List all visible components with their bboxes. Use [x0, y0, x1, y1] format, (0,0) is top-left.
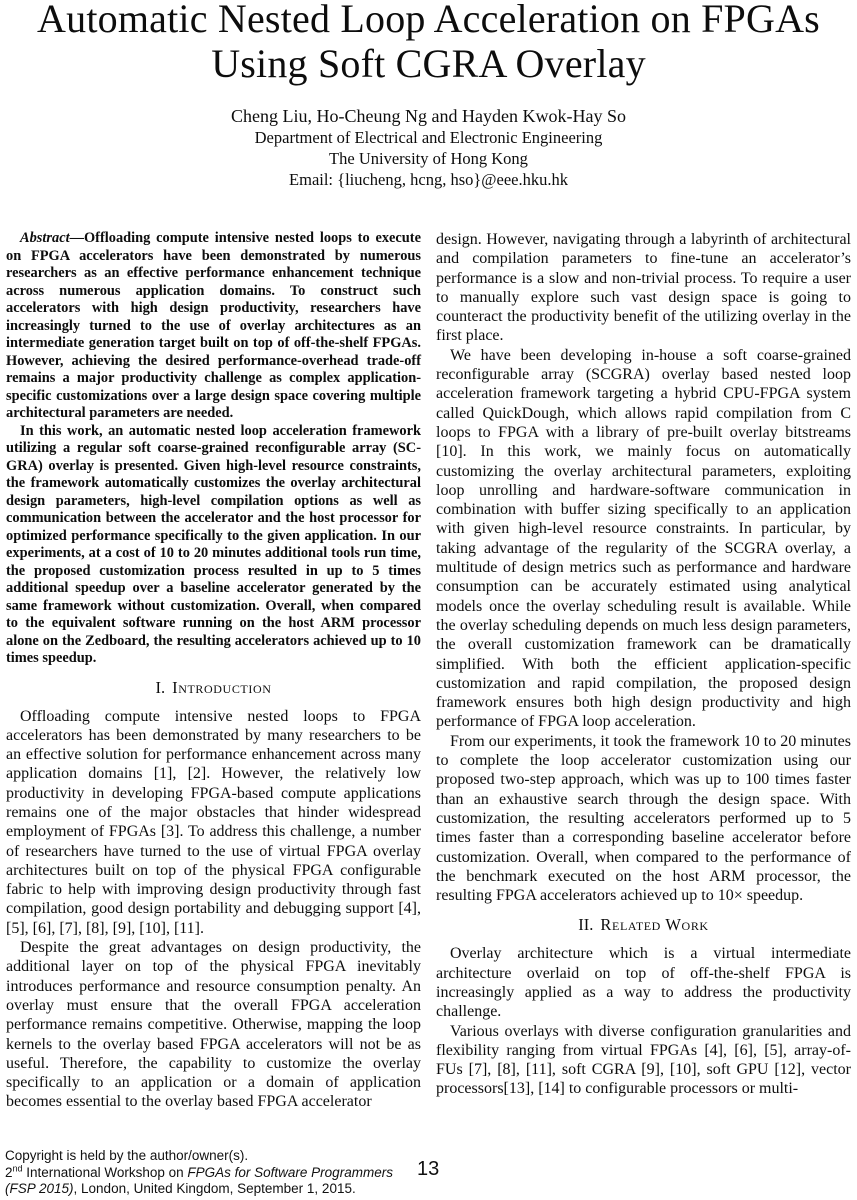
affiliation-department: Department of Electrical and Electronic Engineering	[254, 128, 603, 147]
section-title: Introduction	[172, 677, 272, 697]
abstract-paragraph-2: In this work, an automatic nested loop acceleration framework utilizing a regular soft coarse-grained reconfigurable array (SC-GRA) overlay is presented. Given high-level resource constraints, the framework automatically customizes the overlay architectural design parameters, high-level compilation options as well as communication between the accelerator and the host processor for optimized performance specifically to the given application. In our experiments, at a cost of 10 to 20 minutes additional tools run time, the proposed customization process resulted in up to 5 times additional speedup over a baseline accelerator generated by the same framework without customization. Overall, when compared to the equivalent software running on the host ARM processor alone on the Zedboard, the resulting accelerators achieved up to 10 times speedup.	[6, 422, 421, 666]
intro-paragraph-2-continued: design. However, navigating through a labyrinth of architectural and compilation parameters to fine-tune an accelerator’s performance is a slow and non-trivial process. To require a user to manually explore such vast design space is going to counteract the productivity benefit of the utilizing overlay in the first place.	[436, 231, 851, 345]
author-block	[0, 106, 857, 190]
section-number: I.	[155, 677, 166, 697]
page-title	[0, 0, 857, 86]
abstract-text-1: Offloading compute intensive nested loops to execute on FPGA accelerators have been demonstrated by numerous researchers as an effective performance enhancement technique across numerous application domains. To construct such accelerators with high design productivity, researchers have increasingly turned to the use of overlay architectures as an intermediate generation target built on top of off-the-shelf FPGAs. However, achieving the desired performance-overhead trade-off remains a major productivity challenge as complex application-specific customizations over a large design space covering multiple architectural parameters are needed.	[6, 230, 421, 421]
intro-paragraph-2: Despite the great advantages on design productivity, the additional layer on top of the physical FPGA inevitably introduces performance and resource consumption penalty. An overlay must ensure that the overall FPGA acceleration performance remains competitive. Otherwise, mapping the loop kernels to the overlay based FPGA accelerators will not be as useful. Therefore, the capability to customize the overlay specifically to an application or a domain of application becomes essential to the overlay based FPGA accelerator	[6, 939, 421, 1111]
abstract-paragraph-1	[6, 230, 421, 423]
section-title: Related Work	[600, 915, 709, 935]
related-work-paragraph-1: Overlay architecture which is a virtual intermediate architecture overlaid on top of off-the-shelf FPGA is increasingly applied as a way to address the productivity challenge.	[436, 945, 851, 1021]
abstract-separator: —	[69, 230, 84, 246]
affiliation-university: The University of Hong Kong	[329, 149, 528, 168]
related-work-paragraph-2: Various overlays with diverse configuration granularities and flexibility ranging from virtual FPGAs [4], [6], [5], array-of-FUs [7], [8], [11], soft CGRA [9], [10], soft GPU [12], vector processors[13], [14] to configurable processors or multi-	[436, 1022, 851, 1098]
intro-paragraph-3: We have been developing in-house a soft coarse-grained reconfigurable array (SCGRA) overlay based nested loop acceleration framework targeting a hybrid CPU-FPGA system called QuickDough, which allows rapid compilation from C loops to FPGA with a library of pre-built overlay bitstreams [10]. In this work, we mainly focus on automatically customizing the overlay architectural parameters, exploiting loop unrolling and hardware-software communication in combination with buffer sizing specifically to an application with given high-level resource constraints. In particular, by taking advantage of the regularity of the SCGRA overlay, a multitude of design metrics such as performance and hardware consumption can be accurately estimated using analytical models once the overlay scheduling result is available. While the overlay scheduling depends on much less design parameters, the overall customization framework can be dramatically simplified. With both the efficient application-specific customization and rapid compilation, the proposed design framework ensures both high design productivity and high performance of FPGA loop acceleration.	[436, 346, 851, 731]
right-column	[436, 230, 851, 1112]
workshop-name: FPGAs for Software Programmers	[187, 1164, 393, 1180]
section-number: II.	[578, 915, 594, 935]
venue-line	[5, 1181, 393, 1198]
email-line: Email: {liucheng, hcng, hso}@eee.hku.hk	[289, 170, 568, 189]
left-column	[6, 230, 421, 1112]
title-line-2: Using Soft CGRA Overlay	[211, 41, 646, 86]
page-number: 13	[417, 1158, 440, 1180]
workshop-number: 2	[5, 1164, 13, 1180]
venue-rest: , London, United Kingdom, September 1, 2015.	[73, 1181, 356, 1196]
section-heading-related-work	[436, 915, 851, 935]
workshop-ordinal: nd	[12, 1163, 23, 1173]
copyright-line: Copyright is held by the author/owner(s).	[5, 1148, 249, 1163]
authors-line: Cheng Liu, Ho-Cheung Ng and Hayden Kwok-Hay So	[231, 106, 626, 126]
abstract-label: Abstract	[20, 230, 70, 246]
two-column-body	[0, 230, 857, 1112]
venue-abbrev: (FSP 2015)	[5, 1181, 74, 1196]
intro-paragraph-4: From our experiments, it took the framework 10 to 20 minutes to complete the loop accelerator customization using our proposed two-step approach, which was up to 100 times faster than an exhaustive search through the design space. With customization, the resulting accelerators performed up to 5 times faster than a corresponding baseline accelerator before customization. Overall, when compared to the performance of the benchmark executed on the host ARM processor, the resulting FPGA accelerators achieved up to 10× speedup.	[436, 732, 851, 905]
paper-header	[0, 0, 857, 190]
title-line-1: Automatic Nested Loop Acceleration on FPGAs	[37, 0, 820, 41]
section-heading-introduction	[6, 678, 421, 698]
intro-paragraph-1: Offloading compute intensive nested loops to FPGA accelerators has been demonstrated by many researchers to be an effective solution for performance enhancement across many application domains [1], [2]. However, the relatively low productivity in developing FPGA-based compute applications remains one of the major obstacles that hinder widespread employment of FPGAs [3]. To address this challenge, a number of researchers have turned to the use of virtual FPGA overlay architectures built on top of the physical FPGA configurable fabric to help with improving design productivity through fast compilation, good design portability and debugging support [4], [5], [6], [7], [8], [9], [10], [11].	[6, 707, 421, 937]
workshop-mid-text: International Workshop on	[22, 1164, 188, 1180]
workshop-line	[5, 1165, 393, 1182]
copyright-block	[5, 1148, 393, 1198]
